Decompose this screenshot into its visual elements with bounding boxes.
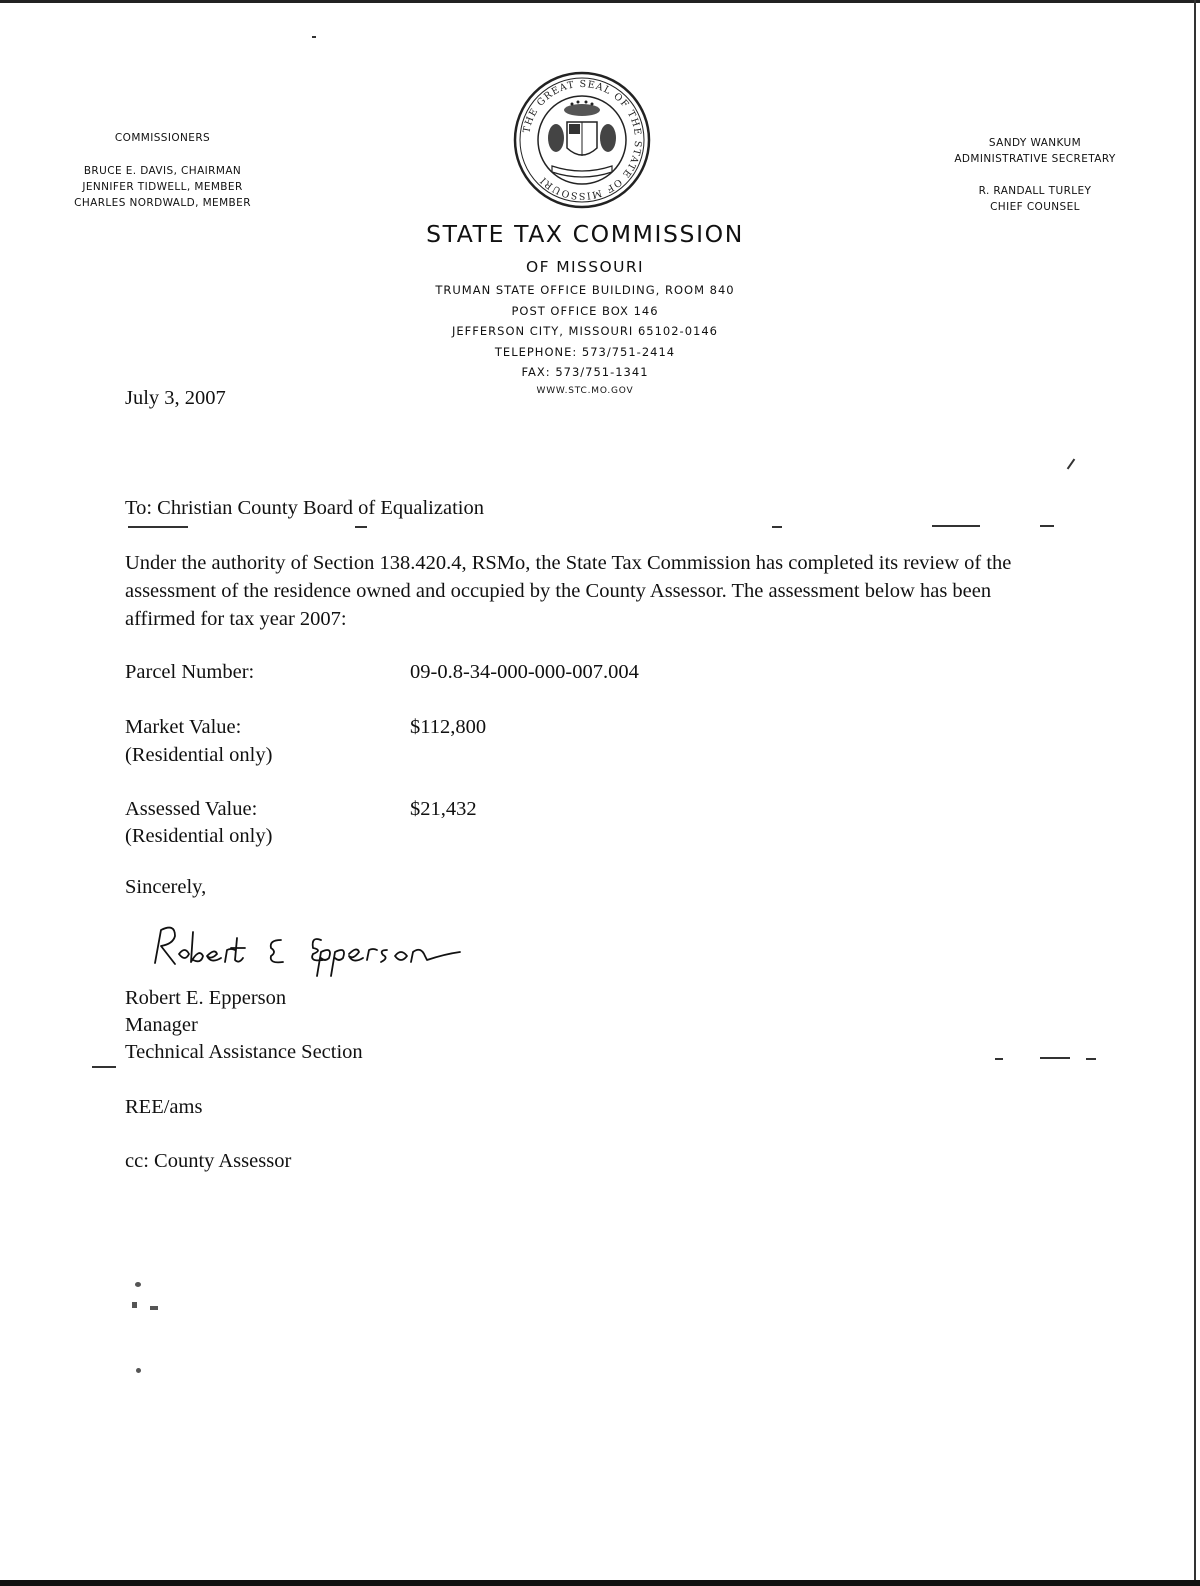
- commissioner-member: CHARLES NORDWALD, MEMBER: [74, 197, 251, 209]
- cc-line: cc: County Assessor: [125, 1150, 292, 1172]
- scan-top-edge: [0, 0, 1200, 3]
- scan-artifact: [1086, 1058, 1096, 1060]
- signer-section: Technical Assistance Section: [125, 1041, 363, 1063]
- scan-artifact: [355, 526, 367, 528]
- secretary-title: ADMINISTRATIVE SECRETARY: [954, 153, 1116, 165]
- scan-artifact: [128, 526, 188, 528]
- staff-block: [935, 135, 1135, 215]
- counsel-title: CHIEF COUNSEL: [990, 201, 1080, 213]
- scan-artifact: [995, 1058, 1003, 1060]
- commissioner-member: BRUCE E. DAVIS, CHAIRMAN: [83, 165, 242, 177]
- commissioner-member: JENNIFER TIDWELL, MEMBER: [82, 181, 243, 193]
- scan-artifact: [1040, 525, 1054, 527]
- market-value: $112,800: [410, 716, 487, 738]
- commissioners-heading: COMMISSIONERS: [114, 132, 211, 144]
- scan-artifact: [1040, 1057, 1070, 1059]
- signer-title: Manager: [125, 1014, 198, 1036]
- telephone-line: TELEPHONE: 573/751-2414: [494, 344, 676, 359]
- market-value-qualifier: (Residential only): [125, 744, 273, 766]
- scan-artifact: [132, 1302, 137, 1308]
- agency-subtitle: OF MISSOURI: [526, 258, 644, 276]
- counsel-name: R. RANDALL TURLEY: [978, 185, 1092, 197]
- letter-body: Under the authority of Section 138.420.4, RSMo, the State Tax Commission has completed its review of the assessment of the residence owned and occupied by the County Assessor. The assessment below has been affirmed for tax year 2007:: [125, 552, 1012, 630]
- seal-ring-text: THE GREAT SEAL OF THE STATE OF MISSOURI: [521, 78, 644, 202]
- commissioners-block: [55, 130, 270, 211]
- reference-initials: REE/ams: [125, 1096, 203, 1118]
- assessed-value-label: Assessed Value:: [125, 798, 258, 820]
- recipient-line: To: Christian County Board of Equalization: [125, 497, 484, 519]
- signer-name: Robert E. Epperson: [125, 987, 287, 1009]
- masthead: [385, 216, 785, 399]
- closing: Sincerely,: [125, 876, 207, 898]
- assessed-value: $21,432: [410, 798, 477, 820]
- address-line: POST OFFICE BOX 146: [511, 303, 659, 318]
- address-line: TRUMAN STATE OFFICE BUILDING, ROOM 840: [435, 283, 735, 297]
- parcel-value: 09-0.8-34-000-000-007.004: [410, 661, 639, 683]
- fax-line: FAX: 573/751-1341: [521, 365, 649, 379]
- scan-artifact: [136, 1368, 141, 1373]
- scan-artifact: [135, 1282, 141, 1287]
- website-line: WWW.STC.MO.GOV: [536, 385, 634, 396]
- state-seal-icon: [512, 70, 652, 210]
- parcel-label: Parcel Number:: [125, 661, 255, 683]
- scan-right-edge: [1194, 0, 1196, 1586]
- scan-artifact: [932, 525, 980, 527]
- scan-artifact: [150, 1306, 158, 1310]
- address-line: JEFFERSON CITY, MISSOURI 65102-0146: [452, 324, 718, 338]
- handwritten-signature-icon: [145, 918, 465, 978]
- scan-bottom-edge: [0, 1580, 1200, 1586]
- scan-artifact: [1067, 459, 1076, 470]
- scan-artifact: [772, 526, 782, 528]
- scan-artifact: [312, 36, 316, 38]
- secretary-name: SANDY WANKUM: [988, 137, 1082, 149]
- market-value-label: Market Value:: [125, 716, 242, 738]
- scan-artifact: [92, 1066, 116, 1068]
- letter-date: July 3, 2007: [125, 387, 226, 409]
- assessed-value-qualifier: (Residential only): [125, 825, 273, 847]
- agency-title: STATE TAX COMMISSION: [426, 220, 744, 248]
